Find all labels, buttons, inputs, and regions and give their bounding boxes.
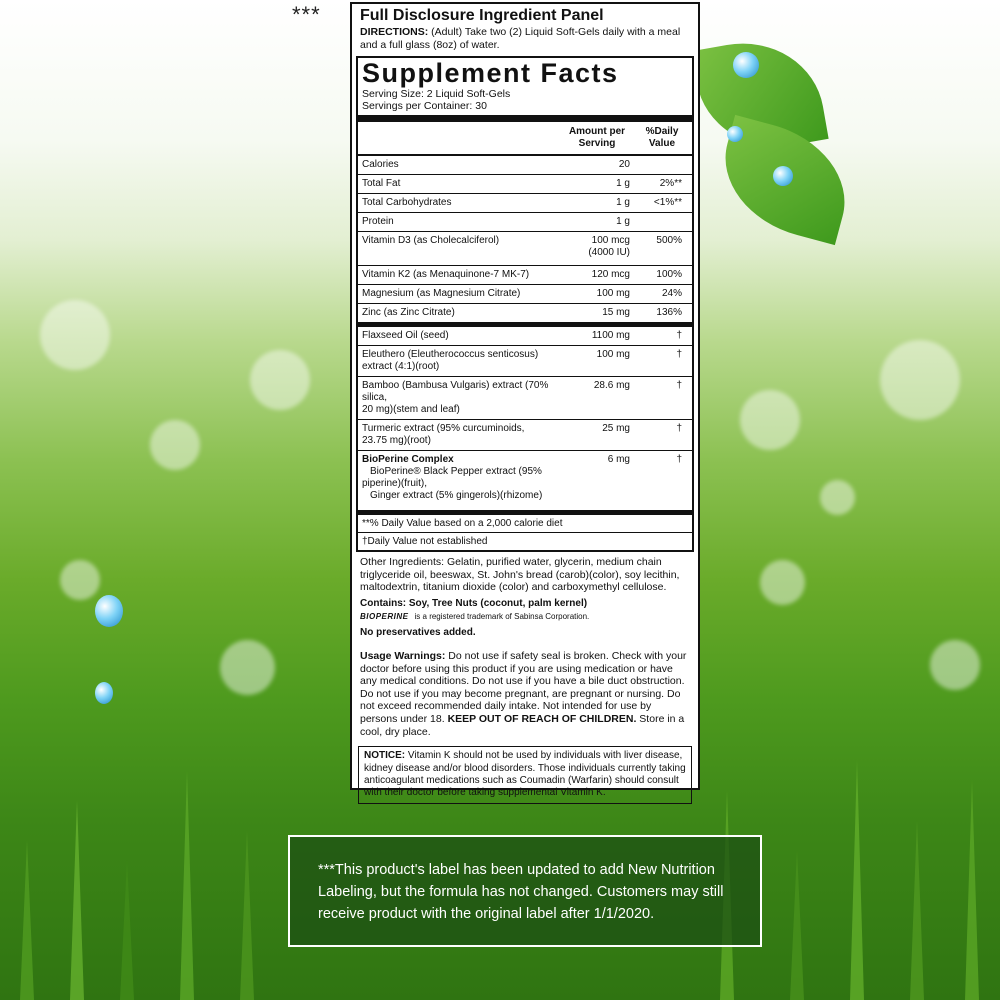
nutrient-row: Calories 20 (358, 156, 692, 175)
notice-box: NOTICE: Vitamin K should not be used by individuals with liver disease, kidney disease and/or blood disorders. Those individuals currently taking anticoagulant medications such as Coumadin (Warfarin) should consult with their doctor before taking supplemental Vitamin K. (358, 746, 692, 804)
grass-blade (70, 800, 84, 1000)
botanical-row: Eleuthero (Eleutherococcus senticosus) extract (4:1)(root) 100 mg † (358, 346, 692, 377)
nutrient-row: Vitamin D3 (as Cholecalciferol) 100 mcg (4000 IU) 500% (358, 232, 692, 266)
bokeh-light (60, 560, 100, 600)
column-header-row (358, 122, 692, 156)
panel-title: Full Disclosure Ingredient Panel (360, 7, 604, 24)
water-drop-icon (95, 595, 123, 627)
trademark-line (352, 612, 698, 621)
botanical-row: Turmeric extract (95% curcuminoids, 23.75 mg)(root) 25 mg † (358, 420, 692, 451)
water-drop-icon (733, 52, 759, 78)
footnote-dv: **% Daily Value based on a 2,000 calorie diet (362, 518, 563, 529)
daily-value-header: %Daily Value (645, 126, 679, 149)
bokeh-light (740, 390, 800, 450)
other-ingredients: Other Ingredients: Gelatin, purified water, glycerin, medium chain triglyceride oil, beeswax, St. John's bread (carob)(color), soy lecithin, maltodextrin, titanium dioxide (color) and carboxymethyl cellulose. (360, 556, 680, 594)
nutrient-row: Total Fat 1 g 2%** (358, 175, 692, 194)
directions-label: DIRECTIONS: (360, 26, 429, 38)
botanical-row: BioPerine Complex BioPerine® Black Pepper extract (95% piperine)(fruit), Ginger extract (5% gingerols)(rhizome) 6 mg † (362, 454, 682, 501)
bokeh-light (760, 560, 805, 605)
bokeh-light (40, 300, 110, 370)
nutrient-row: Magnesium (as Magnesium Citrate) 100 mg 24% (358, 285, 692, 304)
asterisk-marker: *** (292, 2, 321, 27)
nutrient-row: Total Carbohydrates 1 g <1%** (358, 194, 692, 213)
grass-blade (120, 860, 134, 1000)
supplement-facts-box (356, 56, 694, 552)
directions (352, 25, 698, 56)
contains-allergens: Contains: Soy, Tree Nuts (coconut, palm kernel) (360, 597, 588, 609)
bokeh-light (820, 480, 855, 515)
bokeh-light (930, 640, 980, 690)
nutrient-row: Zinc (as Zinc Citrate) 15 mg 136% (362, 307, 682, 318)
footnote-not-established: †Daily Value not established (358, 532, 692, 550)
nutrient-row: Vitamin K2 (as Menaquinone-7 MK-7) 120 mcg 100% (358, 266, 692, 285)
water-drop-icon (95, 682, 113, 704)
no-preservatives: No preservatives added. (360, 627, 476, 639)
grass-blade (240, 830, 254, 1000)
bioperine-logo: BIOPERINE (360, 612, 409, 622)
serving-size: Serving Size: 2 Liquid Soft-Gels (362, 88, 511, 100)
servings-per-container: Servings per Container: 30 (362, 100, 487, 112)
grass-blade (180, 770, 194, 1000)
directions-text: (Adult) Take two (2) Liquid Soft-Gels daily with a meal and a full glass (8oz) of water. (360, 26, 681, 51)
grass-blade (965, 780, 979, 1000)
trademark-text: is a registered trademark of Sabinsa Corporation. (414, 612, 590, 622)
bokeh-light (150, 420, 200, 470)
grass-blade (910, 820, 924, 1000)
bokeh-light (880, 340, 960, 420)
ingredient-panel (350, 2, 700, 799)
grass-blade (790, 850, 804, 1000)
supplement-facts-title: Supplement Facts (362, 58, 619, 88)
label-update-notice: ***This product's label has been updated to add New Nutrition Labeling, but the formula has not changed. Customers may still receive product with the original label after 1/1/2020. (288, 835, 762, 947)
usage-warnings: Usage Warnings: Do not use if safety seal is broken. Check with your doctor before using this product if you are using medication or have any medical conditions. Do not use if you have a bile duct obstruction. Do not use if you may become pregnant, are pregnant or nursing. Do not exceed recommended daily intake. Not intended for use by persons under 18. KEEP OUT OF REACH OF CHILDREN. Store in a cool, dry place. (360, 649, 687, 738)
divider (358, 115, 692, 122)
botanical-row: Flaxseed Oil (seed) 1100 mg † (358, 327, 692, 346)
water-drop-icon (773, 166, 793, 186)
botanical-row: Bamboo (Bambusa Vulgaris) extract (70% silica, 20 mg)(stem and leaf) 28.6 mg † (358, 377, 692, 420)
nutrient-row: Protein 1 g (358, 213, 692, 232)
amount-header: Amount per Serving (568, 126, 626, 149)
bokeh-light (250, 350, 310, 410)
water-drop-icon (727, 126, 743, 142)
grass-blade (20, 840, 34, 1000)
grass-blade (850, 760, 864, 1000)
bokeh-light (220, 640, 275, 695)
